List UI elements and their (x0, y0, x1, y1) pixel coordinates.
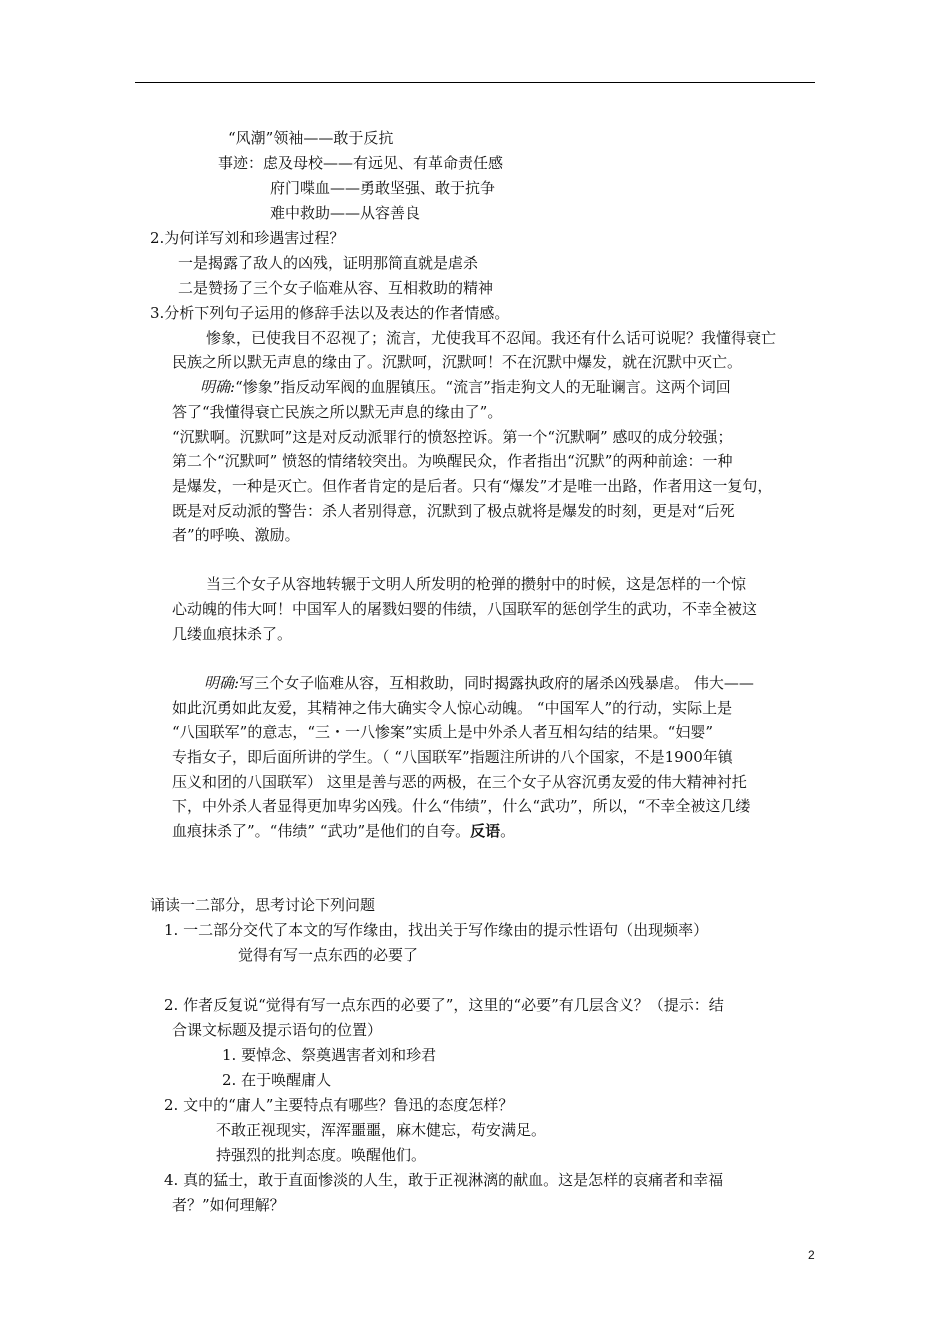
answer-line: 不敢正视现实，浑浑噩噩，麻木健忘，苟安满足。 (216, 1121, 547, 1139)
answer-text: 。 (500, 822, 516, 840)
summary-line: 府门喋血——勇敢坚强、敢于抗争 (270, 179, 496, 197)
answer-line: 一是揭露了敌人的凶残，证明那简直就是虐杀 (178, 254, 479, 272)
answer-first-line (200, 377, 731, 397)
rhetoric-term: 反语 (470, 822, 501, 840)
answer-label: 明确: (200, 378, 236, 396)
summary-line: 难中救助——从容善良 (270, 204, 421, 222)
answer-line: 2. 在于唤醒庸人 (222, 1071, 332, 1089)
answer-line: 1. 要悼念、祭奠遇害者刘和珍君 (222, 1046, 437, 1064)
question-3-title: 3.分析下列句子运用的修辞手法以及表达的作者情感。 (150, 304, 510, 322)
question-title: 1. 一二部分交代了本文的写作缘由，找出关于写作缘由的提示性语句（出现频率） (164, 921, 709, 939)
quote-line: 几缕血痕抹杀了。 (172, 625, 293, 643)
answer-label: 明确: (204, 674, 240, 692)
summary-line: 事迹：虑及母校——有远见、有革命责任感 (218, 154, 504, 172)
answer-line: 专指女子，即后面所讲的学生。（ “八国联军”指题注所讲的八个国家，不是1900年镇 (172, 748, 733, 766)
answer-line: 如此沉勇如此友爱，其精神之伟大确实令人惊心动魄。 “中国军人”的行动，实际上是 (172, 699, 733, 717)
answer-line: 是爆发，一种是灭亡。但作者肯定的是后者。只有“爆发”才是唯一出路，作者用这一复句， (172, 477, 773, 495)
answer-last-line (172, 821, 515, 841)
question-title: 2. 文中的“庸人”主要特点有哪些？鲁迅的态度怎样？ (164, 1096, 514, 1114)
answer-line: 压义和团的八国联军） 这里是善与恶的两极，在三个女子从容沉勇友爱的伟大精神衬托 (172, 773, 747, 791)
answer-line: 下，中外杀人者显得更加卑劣凶残。什么“伟绩”，什么“武功”，所以，“不幸全被这几缕 (172, 797, 751, 815)
page-number: 2 (808, 1248, 815, 1262)
question-title: 合课文标题及提示语句的位置） (172, 1021, 383, 1039)
section-intro: 诵读一二部分，思考讨论下列问题 (150, 896, 376, 914)
answer-line: 第二个“沉默呵” 愤怒的情绪较突出。为唤醒民众，作者指出“沉默”的两种前途：一种 (172, 452, 733, 470)
answer-first-line (204, 673, 754, 693)
answer-text: “惨象”指反动军阀的血腥镇压。“流言”指走狗文人的无耻谰言。这两个词回 (235, 378, 731, 396)
quote-line: 当三个女子从容地转辗于文明人所发明的枪弹的攒射中的时候，这是怎样的一个惊 (206, 575, 747, 593)
quote-line: 惨象，已使我目不忍视了；流言，尤使我耳不忍闻。我还有什么话可说呢？我懂得衰亡 (206, 329, 777, 347)
question-title: 者？”如何理解？ (172, 1196, 285, 1214)
quote-line: 民族之所以默无声息的缘由了。沉默呵，沉默呵！不在沉默中爆发，就在沉默中灭亡。 (172, 353, 743, 371)
question-title: 2. 作者反复说“觉得有写一点东西的必要了”，这里的“必要”有几层含义？（提示：结 (164, 996, 724, 1014)
answer-text: 血痕抹杀了”。“伟绩” “武功”是他们的自夸。 (172, 822, 471, 840)
answer-line: 者”的呼唤、激励。 (172, 526, 300, 544)
quote-line: 心动魄的伟大呵！中国军人的屠戮妇婴的伟绩，八国联军的惩创学生的武功，不幸全被这 (172, 600, 758, 618)
header-rule (135, 82, 815, 83)
answer-line: 答了“我懂得衰亡民族之所以默无声息的缘由了”。 (172, 403, 503, 421)
summary-line: “风潮”领袖——敢于反抗 (228, 129, 394, 147)
question-2-title: 2.为何详写刘和珍遇害过程？ (150, 229, 345, 247)
answer-line: 觉得有写一点东西的必要了 (238, 946, 419, 964)
answer-line: 持强烈的批判态度。唤醒他们。 (216, 1146, 427, 1164)
answer-text: 写三个女子临难从容，互相救助，同时揭露执政府的屠杀凶残暴虐。 伟大—— (239, 674, 754, 692)
answer-line: “沉默啊。沉默呵”这是对反动派罪行的愤怒控诉。第一个“沉默啊” 感叹的成分较强； (172, 428, 733, 446)
question-title: 4. 真的猛士，敢于直面惨淡的人生，敢于正视淋漓的献血。这是怎样的哀痛者和幸福 (164, 1171, 724, 1189)
answer-line: 既是对反动派的警告：杀人者别得意，沉默到了极点就将是爆发的时刻，更是对“后死 (172, 502, 735, 520)
answer-line: 二是赞扬了三个女子临难从容、互相救助的精神 (178, 279, 494, 297)
answer-line: “八国联军”的意志，“三・一八惨案”实质上是中外杀人者互相勾结的结果。“妇婴” (172, 723, 714, 741)
